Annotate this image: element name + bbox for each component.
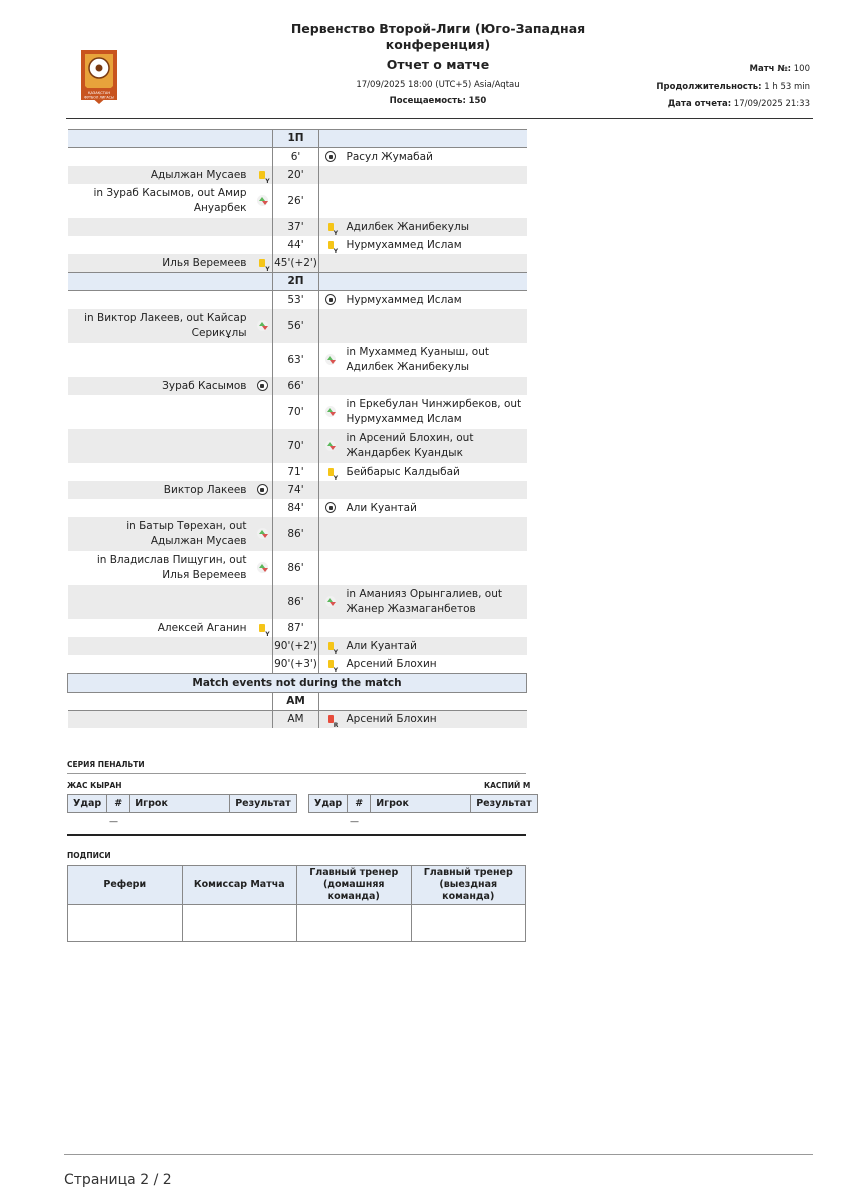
away-event-text bbox=[343, 517, 527, 551]
match-datetime: 17/09/2025 18:00 (UTC+5) Asia/Aqtau bbox=[356, 80, 520, 90]
am-header: AM bbox=[273, 693, 319, 711]
event-minute: 44' bbox=[273, 236, 319, 254]
footer-divider bbox=[64, 1154, 813, 1155]
col-result: Результат bbox=[471, 795, 538, 813]
penalty-home-team: ЖАС КЫРАН bbox=[67, 781, 122, 790]
event-minute: AM bbox=[273, 711, 319, 729]
home-event-text: in Зураб Касымов, out Амир Ануарбек bbox=[93, 187, 247, 214]
event-minute: 66' bbox=[273, 377, 319, 395]
substitution-icon bbox=[257, 320, 268, 331]
event-minute: 74' bbox=[273, 481, 319, 499]
yellow-card-icon bbox=[259, 624, 265, 632]
col-number: # bbox=[107, 795, 130, 813]
event-minute: 70' bbox=[273, 429, 319, 463]
away-event-text bbox=[343, 551, 527, 585]
yellow-card-icon bbox=[259, 259, 265, 267]
sig-referee-header: Рефери bbox=[68, 866, 183, 905]
event-minute: 71' bbox=[273, 463, 319, 481]
league-logo bbox=[75, 48, 123, 106]
event-row bbox=[68, 291, 527, 310]
away-event-text bbox=[343, 184, 527, 218]
away-event-text bbox=[343, 309, 527, 343]
event-minute: 6' bbox=[273, 148, 319, 167]
away-event-text: Нурмухаммед Ислам bbox=[346, 293, 462, 306]
event-minute: 87' bbox=[273, 619, 319, 637]
home-event-text: Виктор Лакеев bbox=[68, 481, 253, 499]
match-number: Матч №: 100 bbox=[749, 64, 810, 74]
event-row bbox=[68, 655, 527, 674]
event-row bbox=[68, 463, 527, 481]
sig-away-coach-box[interactable] bbox=[411, 905, 526, 942]
penalty-section-label: СЕРИЯ ПЕНАЛЬТИ bbox=[67, 760, 145, 769]
penalty-bottom-rule bbox=[67, 834, 526, 836]
away-event-text: in Аманияз Орынгалиев, out Жанер Жазмаганбетов bbox=[343, 585, 527, 619]
home-event-text: Зураб Касымов bbox=[68, 377, 253, 395]
event-row bbox=[68, 166, 527, 184]
event-row bbox=[68, 148, 527, 167]
home-event-text bbox=[68, 291, 253, 310]
page-number: Страница 2 / 2 bbox=[64, 1172, 172, 1188]
substitution-icon bbox=[257, 528, 268, 539]
col-shot: Удар bbox=[309, 795, 348, 813]
col-player: Игрок bbox=[130, 795, 230, 813]
penalty-away-team: КАСПИЙ М bbox=[484, 781, 531, 790]
home-event-text bbox=[68, 637, 253, 655]
home-event-text: in Виктор Лакеев, out Кайсар Серикұлы bbox=[68, 309, 253, 343]
yellow-card-icon bbox=[328, 241, 334, 249]
period-label: 2П bbox=[273, 273, 319, 291]
event-minute: 45'(+2') bbox=[273, 254, 319, 273]
yellow-card-icon bbox=[328, 223, 334, 231]
home-event-text: Алексей Аганин bbox=[157, 621, 247, 634]
yellow-card-icon bbox=[328, 660, 334, 668]
col-player: Игрок bbox=[371, 795, 471, 813]
event-row bbox=[68, 517, 527, 551]
event-row bbox=[68, 499, 527, 517]
period-label: 1П bbox=[273, 130, 319, 148]
penalty-divider bbox=[67, 773, 526, 774]
event-minute: 86' bbox=[273, 585, 319, 619]
substitution-icon bbox=[257, 562, 268, 573]
event-row bbox=[68, 184, 527, 218]
substitution-icon bbox=[325, 440, 336, 451]
event-minute: 20' bbox=[273, 166, 319, 184]
event-minute: 26' bbox=[273, 184, 319, 218]
home-event-text bbox=[68, 218, 253, 236]
home-event-text bbox=[68, 499, 253, 517]
home-event-text: Адылжан Мусаев bbox=[68, 166, 253, 184]
away-event-text: Арсений Блохин bbox=[346, 657, 437, 670]
event-row bbox=[68, 619, 527, 637]
svg-text:ҚАЗАҚСТАН: ҚАЗАҚСТАН bbox=[87, 91, 111, 95]
penalty-away-table bbox=[308, 794, 538, 813]
event-minute: 86' bbox=[273, 551, 319, 585]
home-event-text bbox=[68, 148, 253, 167]
event-row bbox=[68, 637, 527, 655]
goal-icon bbox=[325, 502, 336, 513]
yellow-card-icon bbox=[328, 642, 334, 650]
away-event-text: Адилбек Жанибекулы bbox=[343, 218, 527, 236]
not-during-match-label: Match events not during the match bbox=[68, 674, 527, 693]
event-row bbox=[68, 395, 527, 429]
not-during-match-row bbox=[68, 674, 527, 693]
event-minute: 84' bbox=[273, 499, 319, 517]
substitution-icon bbox=[325, 596, 336, 607]
away-event-text: Бейбарыс Калдыбай bbox=[346, 465, 460, 478]
sig-referee-box[interactable] bbox=[68, 905, 183, 942]
event-minute: 56' bbox=[273, 309, 319, 343]
goal-icon bbox=[325, 294, 336, 305]
event-minute: 86' bbox=[273, 517, 319, 551]
home-event-text bbox=[68, 655, 253, 674]
substitution-icon bbox=[257, 195, 268, 206]
away-event-text bbox=[343, 481, 527, 499]
header-divider bbox=[66, 118, 813, 119]
event-row bbox=[68, 309, 527, 343]
period-header-row bbox=[68, 273, 527, 291]
sig-commissioner-box[interactable] bbox=[182, 905, 297, 942]
event-row bbox=[68, 429, 527, 463]
report-title: Первенство Второй-Лиги (Юго-Западная конференция) bbox=[290, 21, 586, 52]
match-events-table bbox=[67, 129, 527, 728]
goal-icon bbox=[325, 151, 336, 162]
sig-commissioner-header: Комиссар Матча bbox=[182, 866, 297, 905]
away-event-text: Нурмухаммед Ислам bbox=[346, 238, 462, 251]
home-event-text bbox=[68, 429, 253, 463]
col-result: Результат bbox=[230, 795, 297, 813]
col-number: # bbox=[348, 795, 371, 813]
event-minute: 63' bbox=[273, 343, 319, 377]
home-event-text: in Батыр Төрехан, out Адылжан Мусаев bbox=[68, 517, 253, 551]
home-event-text: Илья Веремеев bbox=[68, 254, 253, 273]
away-event-text bbox=[343, 377, 527, 395]
away-event-text: Али Куантай bbox=[346, 501, 417, 514]
am-header-row bbox=[68, 693, 527, 711]
col-shot: Удар bbox=[68, 795, 107, 813]
event-row bbox=[68, 236, 527, 254]
home-event-text: in Владислав Пищугин, out Илья Веремеев bbox=[96, 554, 247, 581]
event-minute: 53' bbox=[273, 291, 319, 310]
event-row bbox=[68, 481, 527, 499]
svg-text:ФУТБОЛ ЛИГАСЫ: ФУТБОЛ ЛИГАСЫ bbox=[84, 95, 114, 100]
red-card-icon bbox=[328, 715, 334, 723]
away-event-text: in Мухаммед Куаныш, out Адилбек Жанибекулы bbox=[346, 346, 489, 373]
away-event-text: Расул Жумабай bbox=[346, 150, 433, 163]
home-event-text bbox=[68, 343, 253, 377]
yellow-card-icon bbox=[259, 171, 265, 179]
away-event-text bbox=[343, 619, 527, 637]
penalty-home-table bbox=[67, 794, 297, 813]
event-minute: 70' bbox=[273, 395, 319, 429]
home-event-text bbox=[68, 395, 253, 429]
event-row bbox=[68, 343, 527, 377]
sig-home-coach-header: Главный тренер (домашняя команда) bbox=[297, 866, 412, 905]
goal-icon bbox=[257, 484, 268, 495]
sig-home-coach-box[interactable] bbox=[297, 905, 412, 942]
sig-away-coach-header: Главный тренер (выездная команда) bbox=[411, 866, 526, 905]
away-event-text: Али Куантай bbox=[343, 637, 527, 655]
event-minute: 90'(+2') bbox=[273, 637, 319, 655]
event-minute: 37' bbox=[273, 218, 319, 236]
penalty-home-empty: — bbox=[109, 817, 118, 827]
event-row bbox=[68, 254, 527, 273]
away-event-text: in Еркебулан Чинжирбеков, out Нурмухаммед Ислам bbox=[346, 398, 522, 425]
away-event-text: in Арсений Блохин, out Жандарбек Куандык bbox=[343, 429, 527, 463]
yellow-card-icon bbox=[328, 468, 334, 476]
penalty-away-empty: — bbox=[350, 817, 359, 827]
away-event-text bbox=[343, 166, 527, 184]
attendance: Посещаемость: 150 bbox=[389, 96, 487, 106]
signatures-section-label: ПОДПИСИ bbox=[67, 851, 111, 860]
report-date: Дата отчета: 17/09/2025 21:33 bbox=[667, 99, 810, 109]
home-event-text bbox=[68, 585, 253, 619]
home-event-text bbox=[68, 463, 253, 481]
event-minute: 90'(+3') bbox=[273, 655, 319, 674]
event-row bbox=[68, 585, 527, 619]
home-event-text bbox=[68, 236, 253, 254]
goal-icon bbox=[257, 380, 268, 391]
away-event-text bbox=[343, 254, 527, 273]
substitution-icon bbox=[325, 354, 336, 365]
period-header-row bbox=[68, 130, 527, 148]
event-row bbox=[68, 551, 527, 585]
event-row bbox=[68, 377, 527, 395]
substitution-icon bbox=[325, 406, 336, 417]
away-event-text: Арсений Блохин bbox=[343, 711, 527, 729]
report-subtitle: Отчет о матче bbox=[386, 57, 490, 72]
match-duration: Продолжительность: 1 h 53 min bbox=[656, 82, 810, 92]
am-event-row bbox=[68, 711, 527, 729]
event-row bbox=[68, 218, 527, 236]
signatures-table bbox=[67, 865, 526, 942]
